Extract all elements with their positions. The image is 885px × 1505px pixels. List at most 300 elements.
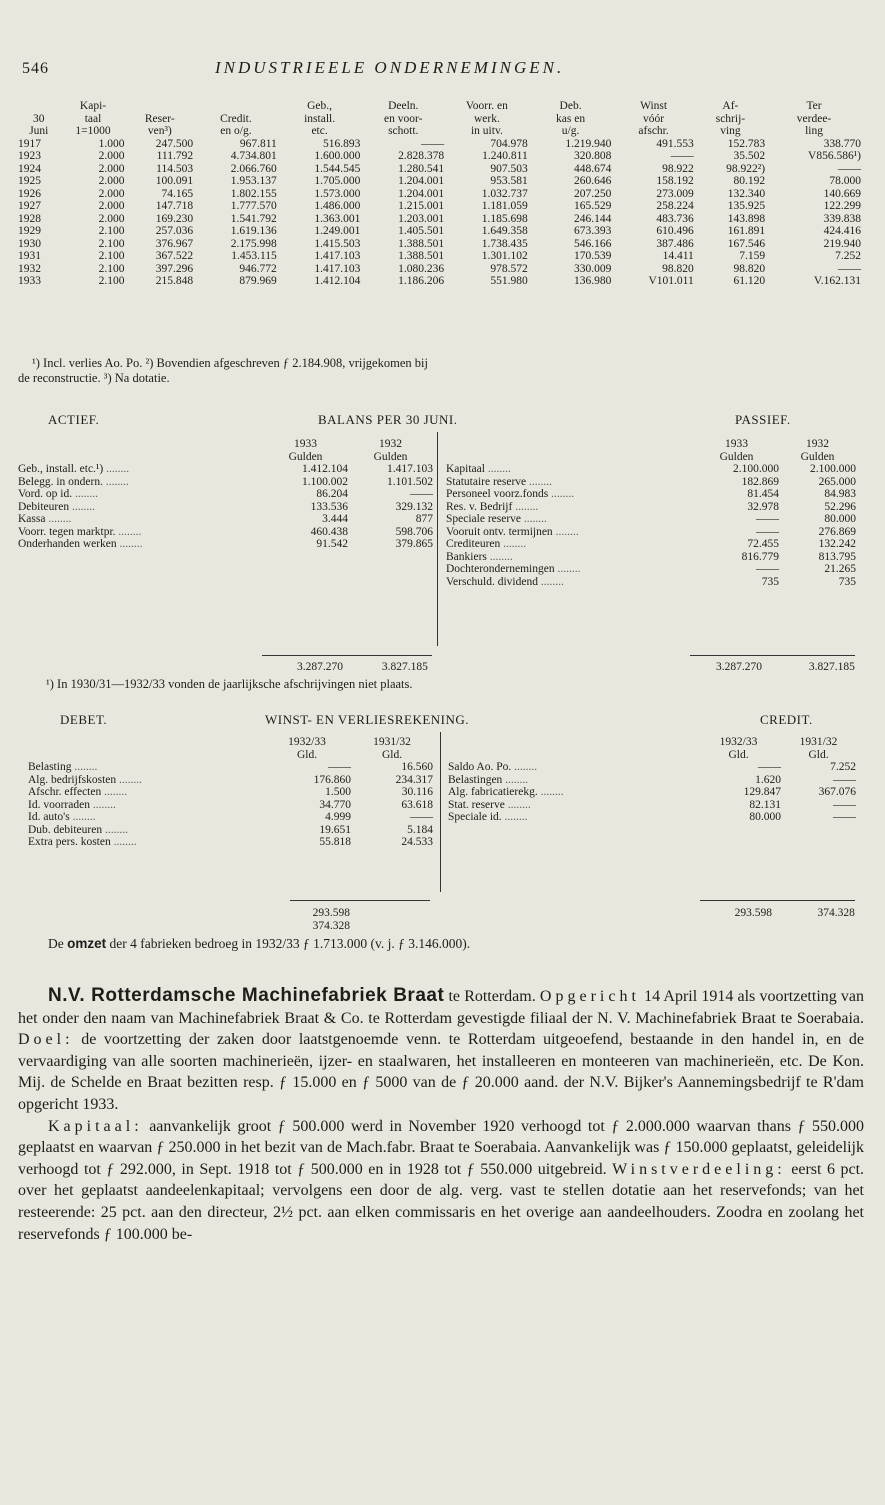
history-header-cell: kas en bbox=[556, 112, 586, 125]
leader-dots: ........ bbox=[101, 786, 128, 798]
history-row bbox=[18, 200, 863, 213]
history-cell: 1.388.501 bbox=[398, 237, 445, 250]
pl-divider bbox=[440, 732, 441, 892]
ledger-value: 1.620 bbox=[755, 773, 781, 786]
history-cell: 4.734.801 bbox=[230, 150, 277, 162]
running-title: INDUSTRIEELE ONDERNEMINGEN. bbox=[215, 58, 565, 77]
credit-row bbox=[448, 761, 856, 774]
history-cell: 158.192 bbox=[656, 175, 694, 187]
history-cell: 1.415.503 bbox=[314, 237, 361, 250]
history-cell: —— bbox=[421, 137, 445, 150]
ledger-label-cell bbox=[28, 774, 263, 787]
history-cell: 546.166 bbox=[574, 237, 612, 250]
ledger-label-cell bbox=[448, 761, 696, 774]
leader-dots: ........ bbox=[69, 811, 96, 823]
ledger-label: Stat. reserve bbox=[448, 798, 505, 811]
history-cell: 320.808 bbox=[574, 150, 612, 162]
history-row bbox=[18, 150, 863, 163]
passief-row-unit-header bbox=[446, 451, 856, 464]
ledger-label: Kapitaal bbox=[446, 463, 485, 475]
ledger-value: 1.412.104 bbox=[302, 463, 348, 475]
history-cell: 1.000 bbox=[98, 137, 125, 150]
passief-row-year-header bbox=[446, 438, 856, 451]
history-cell: 1926 bbox=[18, 187, 41, 200]
history-header-row bbox=[18, 113, 863, 126]
balance-totals-left bbox=[263, 661, 433, 674]
history-cell: 1.619.136 bbox=[230, 225, 277, 237]
passief-row bbox=[446, 463, 856, 476]
history-row bbox=[18, 225, 863, 238]
history-header-cell: Geb., bbox=[307, 100, 333, 112]
passief-row bbox=[446, 538, 856, 551]
year-label: 1932 bbox=[379, 438, 402, 450]
debet-row bbox=[28, 761, 433, 774]
ledger-value: 5.184 bbox=[407, 823, 433, 836]
history-cell: 376.967 bbox=[155, 237, 194, 250]
history-cell: 140.669 bbox=[823, 187, 861, 200]
history-header-cell: verdee- bbox=[796, 112, 832, 125]
history-cell: 2.100 bbox=[98, 237, 125, 250]
ledger-value: —— bbox=[410, 488, 433, 500]
history-cell: 1927 bbox=[18, 200, 41, 212]
history-cell: 1923 bbox=[18, 150, 41, 162]
ledger-label: Id. voorraden bbox=[28, 798, 90, 811]
history-cell: 704.978 bbox=[490, 137, 528, 150]
ledger-label: Alg. fabricatierekg. bbox=[448, 786, 538, 798]
history-cell: 143.898 bbox=[727, 212, 766, 225]
ledger-label: Personeel voorz.fonds bbox=[446, 488, 549, 500]
ledger-label: Statutaire reserve bbox=[446, 475, 527, 488]
history-cell: 161.891 bbox=[727, 225, 766, 237]
leader-dots: ........ bbox=[72, 488, 98, 500]
leader-dots: ........ bbox=[501, 811, 528, 823]
actief-row-year-header bbox=[18, 438, 433, 451]
passief-row bbox=[446, 576, 856, 589]
year-label: 1933 bbox=[725, 438, 748, 450]
history-cell: 2.100 bbox=[98, 275, 125, 287]
ledger-label: Onderhanden werken bbox=[18, 538, 117, 550]
history-cell: 978.572 bbox=[490, 262, 528, 275]
history-header-row bbox=[18, 100, 863, 113]
unit-label: Gld. bbox=[296, 748, 318, 761]
ledger-value: 52.296 bbox=[824, 500, 856, 513]
year-label: 1933 bbox=[294, 438, 317, 450]
history-cell: 1.219.940 bbox=[565, 137, 612, 150]
ledger-value: 82.131 bbox=[749, 798, 781, 811]
actief-row bbox=[18, 488, 433, 501]
history-cell: 1.204.001 bbox=[398, 175, 445, 187]
history-cell: 491.553 bbox=[656, 137, 694, 150]
history-row bbox=[18, 213, 863, 226]
actief-row-unit-header bbox=[18, 451, 433, 464]
balance-right-label: PASSIEF. bbox=[735, 412, 791, 427]
ledger-value: —— bbox=[410, 811, 433, 823]
history-cell: 98.820 bbox=[733, 262, 766, 275]
history-cell: 1933 bbox=[18, 275, 41, 287]
ledger-label-cell bbox=[446, 538, 694, 551]
history-cell: 424.416 bbox=[823, 225, 861, 237]
history-header-cell: u/g. bbox=[561, 125, 580, 137]
pl-total-credit-1: 293.598 bbox=[734, 907, 772, 919]
pl-total-credit-2: 374.328 bbox=[817, 907, 855, 919]
actief-row bbox=[18, 526, 433, 539]
ledger-label-cell bbox=[28, 761, 263, 774]
history-cell: 247.500 bbox=[155, 137, 194, 150]
ledger-label: Belegg. in ondern. bbox=[18, 475, 103, 488]
debet-row bbox=[28, 824, 433, 837]
ledger-value: 182.869 bbox=[741, 475, 779, 488]
leader-dots: ........ bbox=[115, 525, 142, 538]
winst-label: Winstverdeeling: bbox=[612, 1160, 786, 1178]
history-cell: 167.546 bbox=[727, 237, 766, 250]
omzet-pre: De bbox=[48, 936, 64, 951]
history-cell: 2.828.378 bbox=[398, 150, 445, 162]
ledger-value: 367.076 bbox=[818, 786, 856, 798]
ledger-label: Res. v. Bedrijf bbox=[446, 500, 513, 513]
ledger-label: Belasting bbox=[28, 761, 72, 773]
credit-row-unit-header bbox=[448, 749, 856, 762]
ledger-value: 32.978 bbox=[747, 500, 779, 513]
passief-row bbox=[446, 513, 856, 526]
history-header-cell: 1=1000 bbox=[75, 125, 111, 137]
doel-text: de voortzetting der zaken door laatstgenoemde venn. te Rotterdam uitgeoefend, bestaande in den handel in, en de vervaardiging van alle soorten machinerieën, ijzer- en staalwaren, het installeeren en monteeren van machinerieën, etc. De Kon. Mij. de Schelde en Braat bezitten resp. ƒ 15.000 en ƒ 5000 van de ƒ 20.000 aand. der N.V. Bijker's Aannemingsbedrijf te R'dam opgericht 1933. bbox=[18, 1031, 865, 1113]
ledger-value: 598.706 bbox=[395, 525, 433, 538]
history-row bbox=[18, 138, 863, 151]
ledger-label-cell bbox=[446, 476, 694, 489]
ledger-value: 129.847 bbox=[743, 786, 781, 798]
ledger-label: Verschuld. dividend bbox=[446, 575, 538, 588]
history-cell: 152.783 bbox=[727, 137, 766, 150]
history-header-cell: etc. bbox=[311, 125, 328, 137]
ledger-label-cell bbox=[446, 551, 694, 564]
company-location: te Rotterdam. bbox=[448, 988, 536, 1005]
company-name: N.V. Rotterdamsche Machinefabriek Braat bbox=[48, 985, 445, 1006]
ledger-label-cell bbox=[446, 576, 694, 589]
leader-dots: ........ bbox=[537, 575, 564, 588]
ledger-value: —— bbox=[756, 563, 779, 575]
ledger-label: Voorr. tegen marktpr. bbox=[18, 525, 116, 538]
ledger-label-cell bbox=[28, 811, 263, 824]
passief-total-1932: 3.827.185 bbox=[808, 661, 855, 673]
history-cell: 1.777.570 bbox=[230, 200, 277, 212]
ledger-label-cell bbox=[28, 799, 263, 812]
history-cell: 1.301.102 bbox=[481, 250, 528, 262]
ledger-label-cell bbox=[446, 526, 694, 539]
company-description bbox=[18, 985, 864, 1245]
history-cell: 397.296 bbox=[155, 262, 194, 275]
history-cell: 2.000 bbox=[98, 187, 125, 200]
ledger-value: —— bbox=[758, 761, 781, 773]
unit-label: Gulden bbox=[800, 450, 835, 463]
history-header-cell: en o/g. bbox=[220, 125, 252, 137]
history-cell: 1.280.541 bbox=[398, 162, 445, 175]
ledger-value: 16.560 bbox=[401, 761, 433, 773]
history-cell: 1929 bbox=[18, 225, 41, 237]
history-row bbox=[18, 238, 863, 251]
credit-row-year-header bbox=[448, 736, 856, 749]
history-cell: 1.363.001 bbox=[314, 212, 361, 225]
pl-totals-right bbox=[700, 907, 855, 920]
pl-left-label: DEBET. bbox=[60, 712, 108, 727]
balance-title: BALANS PER 30 JUNI. bbox=[318, 412, 458, 427]
history-cell: 207.250 bbox=[574, 187, 612, 200]
ledger-label: Bankiers bbox=[446, 550, 487, 563]
year-label: 1931/32 bbox=[799, 736, 838, 748]
history-cell: 907.503 bbox=[490, 162, 528, 175]
ledger-value: 460.438 bbox=[310, 525, 348, 538]
ledger-value: 816.779 bbox=[741, 550, 779, 563]
history-cell: 1.738.435 bbox=[481, 237, 528, 250]
history-cell: 967.811 bbox=[239, 137, 277, 150]
omzet-line bbox=[48, 936, 470, 952]
ledger-label-cell bbox=[18, 488, 263, 501]
history-cell: 165.529 bbox=[574, 200, 612, 212]
history-cell: 98.922 bbox=[662, 162, 694, 175]
history-cell: 80.192 bbox=[733, 175, 766, 187]
history-cell: 1.417.103 bbox=[314, 262, 361, 275]
ledger-label-cell bbox=[18, 476, 263, 489]
history-cell: 147.718 bbox=[155, 200, 194, 212]
history-cell: 1932 bbox=[18, 262, 41, 275]
debet-row-year-header bbox=[28, 736, 433, 749]
pl-credit-table bbox=[448, 736, 856, 824]
pl-title: WINST- EN VERLIESREKENING. bbox=[265, 712, 470, 727]
winst-text: eerst 6 pct. over het geplaatst aandeelenkapitaal; vervolgens een door de alg. verg. vast te stellen dotatie aan het reservefonds; van het resteerende: 25 pct. aan den directeur, 2½ pct. aan elken commissaris en het overige aan aandeelhouders. Zoodra en zoolang het reservefonds ƒ 100.000 be- bbox=[18, 1160, 865, 1243]
leader-dots: ........ bbox=[537, 786, 564, 798]
balance-divider bbox=[437, 432, 438, 646]
unit-label: Gulden bbox=[719, 450, 754, 463]
credit-row bbox=[448, 786, 856, 799]
ledger-value: 1.101.502 bbox=[387, 475, 433, 488]
ledger-label-cell bbox=[18, 526, 263, 539]
history-cell: 1.204.001 bbox=[398, 187, 445, 200]
history-row bbox=[18, 263, 863, 276]
history-cell: —— bbox=[670, 150, 694, 162]
history-cell: 2.000 bbox=[98, 150, 125, 162]
pl-debet-table bbox=[28, 736, 433, 849]
history-cell: 111.792 bbox=[156, 150, 194, 162]
history-cell: 1925 bbox=[18, 175, 41, 187]
ledger-value: 72.455 bbox=[747, 538, 779, 550]
ledger-label: Alg. bedrijfskosten bbox=[28, 773, 117, 786]
history-cell: 673.393 bbox=[574, 225, 612, 237]
ledger-value: 1.100.002 bbox=[302, 475, 348, 488]
leader-dots: ........ bbox=[502, 773, 529, 786]
history-cell: 1.802.155 bbox=[230, 187, 277, 200]
history-header-cell bbox=[126, 100, 195, 113]
history-cell: 35.502 bbox=[733, 150, 766, 162]
leader-dots: ........ bbox=[103, 463, 130, 475]
history-cell: 2.000 bbox=[98, 200, 125, 212]
history-cell: 1.215.001 bbox=[398, 200, 445, 212]
ledger-value: 329.132 bbox=[395, 500, 433, 513]
history-cell: 1.953.137 bbox=[230, 175, 277, 187]
ledger-value: 813.795 bbox=[818, 550, 856, 563]
history-cell: V101.011 bbox=[648, 275, 694, 287]
ledger-label: Crediteuren bbox=[446, 538, 501, 550]
history-cell: 2.100 bbox=[98, 262, 125, 275]
leader-dots: ........ bbox=[504, 798, 531, 811]
ledger-value: 30.116 bbox=[401, 786, 433, 798]
leader-dots: ........ bbox=[89, 798, 116, 811]
ledger-value: 2.100.000 bbox=[810, 463, 856, 475]
unit-label: Gulden bbox=[288, 450, 323, 463]
ledger-value: 2.100.000 bbox=[733, 463, 779, 475]
ledger-value: 132.242 bbox=[818, 538, 856, 550]
ledger-value: 276.869 bbox=[818, 525, 856, 538]
history-cell: 100.091 bbox=[155, 175, 194, 187]
history-header-cell bbox=[195, 100, 279, 113]
history-row bbox=[18, 163, 863, 176]
page-number: 546 bbox=[22, 60, 49, 77]
history-cell: 946.772 bbox=[239, 262, 277, 275]
ledger-label-cell bbox=[448, 811, 696, 824]
ledger-label-cell bbox=[446, 501, 694, 514]
leader-dots: ........ bbox=[116, 538, 143, 550]
history-header-cell: en voor- bbox=[384, 112, 423, 125]
history-header-row bbox=[18, 125, 863, 138]
history-cell: 879.969 bbox=[239, 275, 277, 287]
history-cell: 98.820 bbox=[662, 262, 694, 275]
ledger-value: 7.252 bbox=[830, 761, 856, 773]
history-cell: 1.405.501 bbox=[398, 225, 445, 237]
passief-row bbox=[446, 551, 856, 564]
leader-dots: ........ bbox=[484, 463, 511, 475]
balance-total-1933: 3.287.270 bbox=[297, 661, 343, 673]
history-cell: 610.496 bbox=[656, 225, 694, 237]
actief-row bbox=[18, 476, 433, 489]
history-header-cell: schrij- bbox=[715, 112, 746, 125]
history-cell: 551.980 bbox=[490, 275, 528, 287]
ledger-label: Afschr. effecten bbox=[28, 786, 102, 798]
ledger-value: 86.204 bbox=[316, 488, 348, 500]
unit-label: Gld. bbox=[381, 748, 403, 761]
ledger-label-cell bbox=[448, 799, 696, 812]
history-row bbox=[18, 250, 863, 263]
history-cell: 1.240.811 bbox=[482, 150, 528, 162]
debet-row bbox=[28, 799, 433, 812]
ledger-value: 84.983 bbox=[824, 488, 856, 500]
history-table bbox=[18, 100, 863, 288]
history-cell: 1.705.000 bbox=[314, 175, 361, 187]
history-cell: V856.586¹) bbox=[808, 150, 861, 162]
debet-row bbox=[28, 836, 433, 849]
ledger-label-cell bbox=[448, 786, 696, 799]
ledger-value: —— bbox=[833, 798, 856, 811]
ledger-label: Debiteuren bbox=[18, 500, 70, 513]
debet-row bbox=[28, 811, 433, 824]
history-header-cell: Kapi- bbox=[79, 100, 107, 112]
history-cell: 2.000 bbox=[98, 162, 125, 175]
kapitaal-text: aanvankelijk groot ƒ 500.000 werd in November 1920 verhoogd tot ƒ 2.000.000 waarvan thans ƒ 550.000 geplaatst en waarvan ƒ 250.000 in het bezit van de Mach.fabr. Braat te Soerabaia. Aanvankelijk was ƒ 150.000 geplaatst, geleidelijk verhoogd tot ƒ 292.000, in Sept. 1918 tot ƒ 500.000 en in 1928 tot ƒ 550.000 uitgebreid. bbox=[18, 1117, 865, 1178]
history-cell: 258.224 bbox=[656, 200, 694, 212]
balance-actief-table bbox=[18, 438, 433, 551]
history-cell: 135.925 bbox=[727, 200, 766, 212]
pl-total-debet-2: 374.328 bbox=[312, 919, 350, 932]
history-cell: 1.249.001 bbox=[314, 225, 361, 237]
ledger-label-cell bbox=[446, 463, 694, 476]
omzet-keyword: omzet bbox=[67, 936, 107, 951]
debet-row bbox=[28, 786, 433, 799]
history-cell: 1.417.103 bbox=[314, 250, 361, 262]
ledger-value: 176.860 bbox=[313, 773, 351, 786]
passief-row bbox=[446, 488, 856, 501]
history-cell: 1.453.115 bbox=[231, 250, 277, 262]
ledger-value: 4.999 bbox=[325, 811, 351, 823]
history-cell: 1.080.236 bbox=[398, 262, 445, 275]
pl-rule-left bbox=[290, 900, 430, 901]
ledger-value: 234.317 bbox=[395, 773, 433, 786]
history-cell: 1.544.545 bbox=[314, 162, 361, 175]
history-cell: 1930 bbox=[18, 237, 41, 250]
history-header-cell: Deeln. bbox=[388, 100, 419, 112]
ledger-label-cell bbox=[18, 501, 263, 514]
balance-left-label: ACTIEF. bbox=[48, 412, 100, 427]
ledger-value: 80.000 bbox=[749, 811, 781, 823]
history-header-cell: Credit. bbox=[220, 112, 252, 125]
history-cell: 2.000 bbox=[98, 175, 125, 187]
history-header-cell: Winst bbox=[640, 100, 668, 112]
ledger-value: 133.536 bbox=[310, 500, 348, 513]
ledger-label-cell bbox=[18, 463, 263, 476]
history-cell: 387.486 bbox=[656, 237, 694, 250]
history-cell: 136.980 bbox=[574, 275, 612, 287]
debet-row-unit-header bbox=[28, 749, 433, 762]
passief-row bbox=[446, 501, 856, 514]
actief-row bbox=[18, 538, 433, 551]
doel-label: Doel: bbox=[18, 1031, 74, 1049]
ledger-value: 735 bbox=[761, 575, 779, 588]
history-cell: 338.770 bbox=[823, 137, 861, 150]
ledger-value: 24.533 bbox=[401, 836, 433, 848]
history-cell: 122.299 bbox=[823, 200, 861, 212]
ledger-label-cell bbox=[18, 513, 263, 526]
history-cell: 7.252 bbox=[835, 250, 861, 262]
ledger-label: Kassa bbox=[18, 513, 46, 525]
balance-rule-left bbox=[262, 655, 432, 656]
history-cell: 339.838 bbox=[823, 212, 861, 225]
ledger-label-cell bbox=[28, 824, 263, 837]
history-cell: 170.539 bbox=[574, 250, 612, 262]
ledger-value: 80.000 bbox=[824, 513, 856, 525]
pl-total-debet-1: 293.598 bbox=[312, 907, 350, 919]
history-cell: 74.165 bbox=[161, 187, 194, 200]
ledger-value: 877 bbox=[415, 513, 433, 525]
history-cell: 516.893 bbox=[323, 137, 361, 150]
history-cell: 1.185.698 bbox=[481, 212, 528, 225]
leader-dots: ........ bbox=[71, 761, 98, 773]
history-cell: 246.144 bbox=[574, 212, 612, 225]
ledger-value: 735 bbox=[838, 575, 856, 588]
history-header-cell: afschr. bbox=[638, 125, 669, 137]
actief-row bbox=[18, 513, 433, 526]
ledger-value: —— bbox=[833, 773, 856, 786]
history-cell: 1924 bbox=[18, 162, 41, 175]
history-cell: V.162.131 bbox=[813, 275, 861, 287]
history-cell: 1.181.059 bbox=[481, 200, 528, 212]
ledger-label: Belastingen bbox=[448, 773, 503, 786]
opgericht-label: Opgericht bbox=[539, 988, 640, 1005]
ledger-value: 3.444 bbox=[322, 513, 348, 525]
history-cell: 1.412.104 bbox=[314, 275, 361, 287]
unit-label: Gld. bbox=[728, 748, 749, 761]
year-label: 1931/32 bbox=[373, 736, 411, 748]
history-header-cell: schott. bbox=[388, 125, 419, 137]
history-cell: 1.573.000 bbox=[314, 187, 361, 200]
credit-row bbox=[448, 774, 856, 787]
history-cell: 448.674 bbox=[574, 162, 612, 175]
ledger-value: 379.865 bbox=[395, 538, 433, 550]
